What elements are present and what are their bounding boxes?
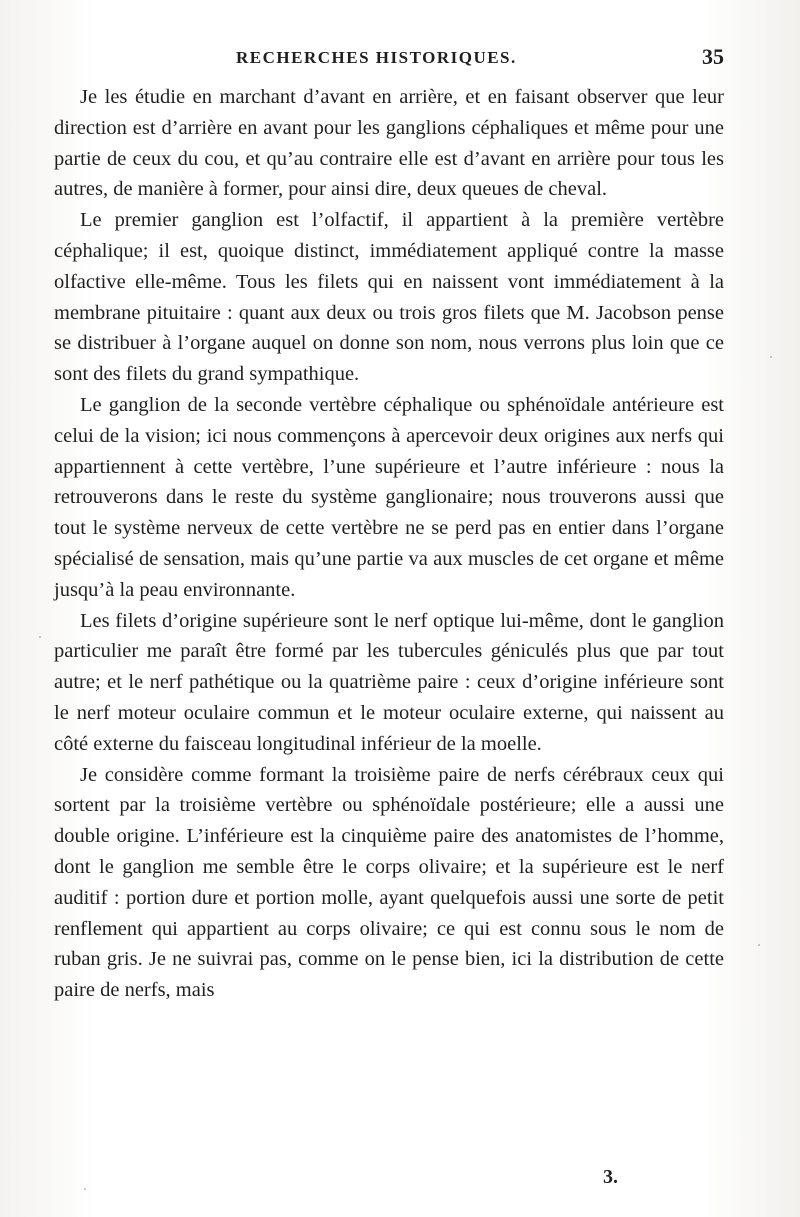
paragraph-5: Je considère comme formant la troisième paire de nerfs cérébraux ceux qui sortent par la troisième vertèbre ou sphénoïdale postérieure; elle a aussi une double origine. L’inférieure est la cinquième paire des anatomistes de l’homme, dont le ganglion me semble être le corps olivaire; et la supérieure est le nerf auditif : portion dure et portion molle, ayant quelquefois aussi une sorte de petit renflement qui appartient au corps olivaire; ce qui est connu sous le nom de ruban gris. Je ne suivrai pas, comme on le pense bien, ici la distribution de cette paire de nerfs, mais bbox=[54, 763, 724, 1002]
paragraph-3: Le ganglion de la seconde vertèbre céphalique ou sphénoïdale antérieure est celui de la vision; ici nous commençons à apercevoir deux origines aux nerfs qui appartiennent à cette vertèbre, l’une supérieure et l’autre inférieure : nous la retrouverons dans le reste du système ganglionaire; nous trouverons aussi que tout le système nerveux de cette vertèbre ne se perd pas en entier dans l’organe spécialisé de sensation, mais qu’une partie va aux muscles de cet organe et même jusqu’à la peau environnante. bbox=[54, 393, 724, 601]
paragraph-4: Les filets d’origine supérieure sont le nerf optique lui-même, dont le ganglion particulier me paraît être formé par les tubercules géniculés plus que par tout autre; et le nerf pathétique ou la quatrième paire : ceux d’origine inférieure sont le nerf moteur oculaire commun et le moteur oculaire externe, qui naissent au côté externe du faisceau longitudinal inférieur de la moelle. bbox=[54, 609, 724, 755]
paper-speck bbox=[84, 1188, 86, 1190]
signature-mark: 3. bbox=[603, 1166, 618, 1188]
running-title: RECHERCHES HISTORIQUES. bbox=[236, 48, 517, 67]
page-number: 35 bbox=[702, 44, 724, 69]
paper-speck bbox=[39, 636, 41, 638]
running-head bbox=[54, 44, 724, 72]
paper-speck bbox=[770, 356, 772, 358]
body-text bbox=[54, 82, 724, 1006]
paragraph-2: Le premier ganglion est l’olfactif, il appartient à la première vertèbre céphalique; il est, quoique distinct, immédiatement appliqué contre la masse olfactive elle-même. Tous les filets qui en naissent vont immédiatement à la membrane pituitaire : quant aux deux ou trois gros filets que M. Jacobson pense se distribuer à l’organe auquel on donne son nom, nous verrons plus loin que ce sont des filets du grand sympathique. bbox=[54, 209, 724, 386]
paragraph-1: Je les étudie en marchant d’avant en arrière, et en faisant observer que leur direction est d’arrière en avant pour les ganglions céphaliques et même pour une partie de ceux du cou, et qu’au contraire elle est d’avant en arrière pour tous les autres, de manière à former, pour ainsi dire, deux queues de cheval. bbox=[54, 86, 724, 201]
paper-speck bbox=[758, 944, 760, 946]
